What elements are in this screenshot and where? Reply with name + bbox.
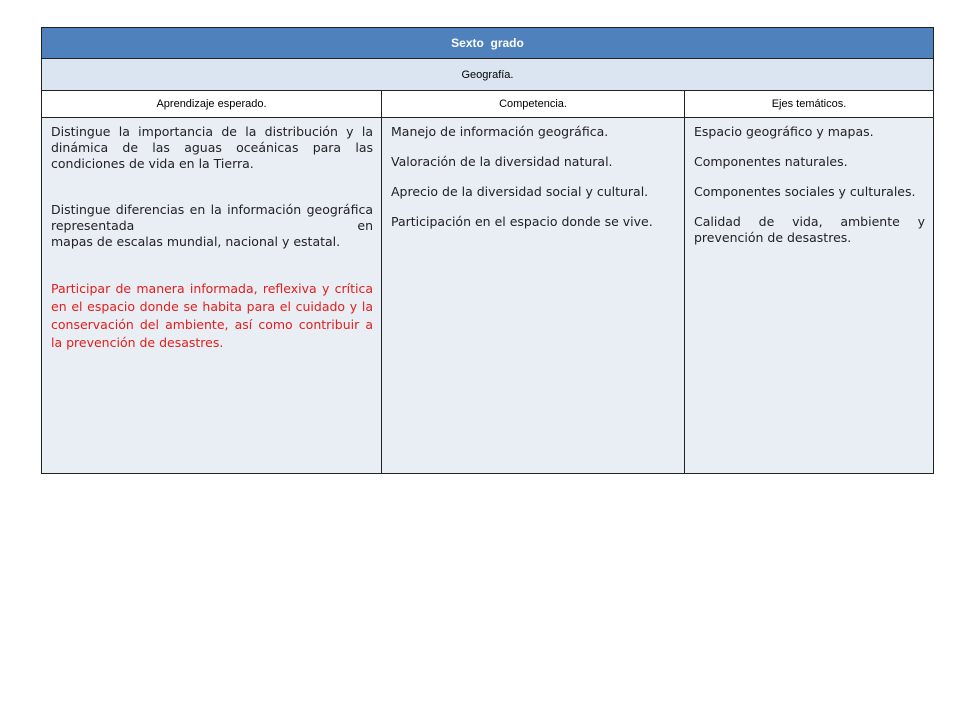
competencia-item: Aprecio de la diversidad social y cultural. [391,184,649,199]
header-competencia: Competencia. [382,91,685,117]
competencia-item: Manejo de información geográfica. [391,124,609,139]
eje-item: Calidad de vida, ambiente y prevención de desastres. [694,214,925,245]
ejes-cell [685,118,933,473]
grade-title: Sexto grado [451,36,524,50]
table-title-row [42,28,933,59]
competencia-item: Valoración de la diversidad natural. [391,154,613,169]
aprendizaje-cell [42,118,382,473]
column-header-row [42,91,933,118]
competencia-cell [382,118,685,473]
aprendizaje-text-3: Participar de manera informada, reflexiva y crítica en el espacio donde se habita para el cuidado y la conservación del ambiente, así como contribuir a la prevención de desastres. [51,281,373,350]
aprendizaje-text-1: Distingue la importancia de la distribución y la dinámica de las aguas oceánicas para las condiciones de vida en la Tierra. [51,124,373,171]
competencia-item: Participación en el espacio donde se vive. [391,214,653,229]
header-ejes: Ejes temáticos. [771,98,847,110]
subject-title: Geografía. [461,68,514,81]
eje-item: Espacio geográfico y mapas. [694,124,874,139]
curriculum-table [41,27,934,474]
content-row [42,118,933,473]
subject-row [42,59,933,91]
header-aprendizaje: Aprendizaje esperado. [42,91,382,117]
eje-item: Componentes naturales. [694,154,848,169]
aprendizaje-text-2b: mapas de escalas mundial, nacional y estatal. [51,234,341,249]
eje-item: Componentes sociales y culturales. [694,184,916,199]
aprendizaje-text-2 [51,202,373,250]
aprendizaje-text-2a: Distingue diferencias en la información geográfica representada en [51,202,373,233]
